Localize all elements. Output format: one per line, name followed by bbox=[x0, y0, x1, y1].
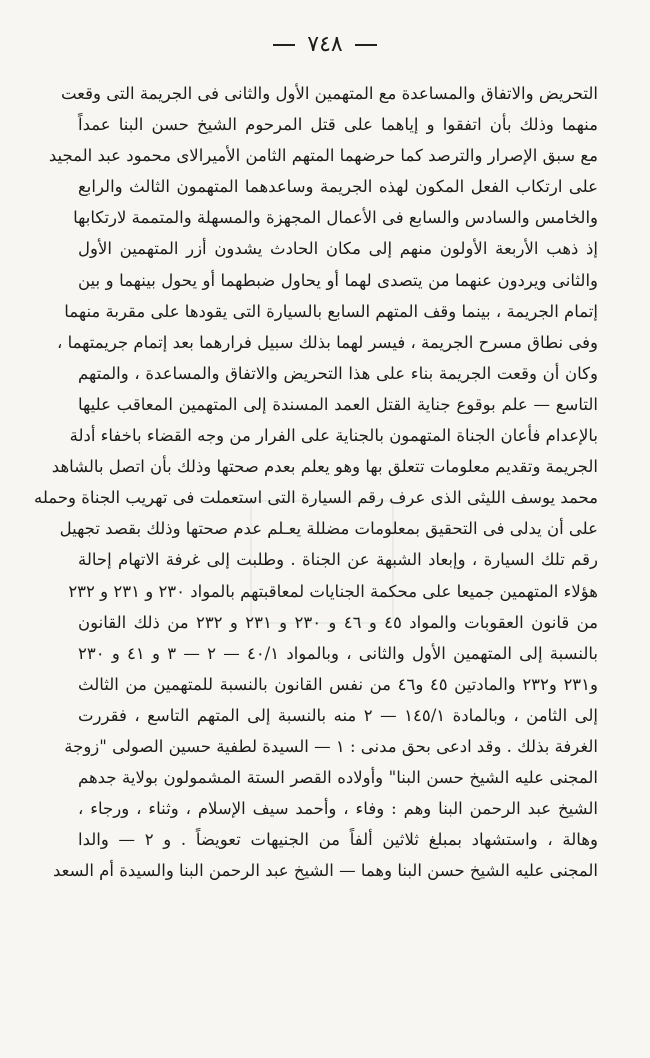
text-line: منهما وذلك بأن اتفقوا و إياهما على قتل المرحوم الشيخ حسن البنا عمداً bbox=[78, 115, 598, 135]
header-dash-left bbox=[273, 44, 295, 46]
text-line: بالنسبة إلى المتهمين الأول والثانى ، وبالمواد ٤٠/١ — ٢ — ٣ و ٤١ و ٢٣٠ bbox=[78, 643, 598, 663]
text-line: و٢٣١ و٢٣٢ والمادتين ٤٥ و٤٦ من نفس القانون بالنسبة للمتهمين من الثالث bbox=[78, 674, 598, 694]
text-line: هؤلاء المتهمين جميعا على محكمة الجنايات لمعاقبتهم بالمواد ٢٣٠ و ٢٣١ و ٢٣٢ bbox=[68, 581, 598, 601]
text-line: المجنى عليه الشيخ حسن البنا وهما — الشيخ عبد الرحمن البنا والسيدة أم السعد bbox=[52, 861, 598, 881]
body-text bbox=[33, 78, 599, 886]
page-header bbox=[0, 32, 650, 57]
text-line: مع سبق الإصرار والترصد كما حرضهما المتهم الثامن الأميرالاى محمود عبد المجيد bbox=[48, 146, 598, 166]
text-line: التاسع — علم بوقوع جناية القتل العمد المسندة إلى المتهمين المعاقب عليها bbox=[78, 394, 598, 414]
text-line: التحريض والاتفاق والمساعدة مع المتهمين الأول والثانى فى الجريمة التى وقعت bbox=[60, 84, 598, 103]
text-line: إذ ذهب الأربعة الأولون منهم إلى مكان الحادث يشدون أزر المتهمين الأول bbox=[78, 239, 598, 259]
text-line: على ارتكاب الفعل المكون لهذه الجريمة وساعدهما المتهمون الثالث والرابع bbox=[78, 177, 598, 197]
text-line: المجنى عليه الشيخ حسن البنا" وأولاده القصر الستة المشمولون بولاية جدهم bbox=[78, 768, 598, 788]
text-line: محمد يوسف الليثى الذى عرف رقم السيارة التى استعملت فى تهريب الجناة وحمله bbox=[33, 488, 598, 508]
text-line: والخامس والسادس والسابع فى الأعمال المجهزة والمسهلة والمتممة لارتكابها bbox=[73, 208, 598, 228]
text-line: والثانى ويردون عنهما من يتصدى لهما أو يحاول ضبطهما أو يحول بينهما و بين bbox=[78, 270, 598, 290]
text-line: على أن يدلى فى التحقيق بمعلومات مضللة يعـلم عدم صحتها وذلك بقصد تجهيل bbox=[59, 519, 598, 539]
text-line: من قانون العقوبات والمواد ٤٥ و ٤٦ و ٢٣٠ و ٢٣١ و ٢٣٢ من ذلك القانون bbox=[78, 612, 598, 632]
header-dash-right bbox=[355, 44, 377, 46]
text-line: الجريمة وتقديم معلومات تتعلق بها وهو يعلم بعدم صحتها وذلك بأن اتصل بالشاهد bbox=[51, 457, 598, 477]
text-line: بالإعدام فأعان الجناة المتهمون بالجناية على الفرار من وجه القضاء باخفاء أدلة bbox=[69, 426, 598, 446]
text-line: وفى نطاق مسرح الجريمة ، فيسر لهما بذلك سبيل فرارهما بعد إتمام جريمتهما ، bbox=[57, 332, 598, 352]
text-line: وكان أن وقعت الجريمة بناء على هذا التحريض والاتفاق والمساعدة ، والمتهم bbox=[78, 363, 598, 383]
text-line: إلى الثامن ، وبالمادة ١٤٥/١ — ٢ منه بالنسبة إلى المتهم التاسع ، فقررت bbox=[78, 705, 599, 725]
text-line: وهالة ، واستشهاد بمبلغ ثلاثين ألفاً من الجنيهات تعويضاً . و ٢ — والدا bbox=[78, 830, 598, 850]
text-line: رقم تلك السيارة ، وإبعاد الشبهة عن الجناة . وطلبت إلى غرفة الاتهام إحالة bbox=[78, 550, 598, 570]
text-line: إتمام الجريمة ، بينما وقف المتهم السابع بالسيارة التى يقودها على مقربة منهما bbox=[64, 301, 598, 321]
text-line: الشيخ عبد الرحمن البنا وهم : وفاء ، وأحمد سيف الإسلام ، وثناء ، ورجاء ، bbox=[78, 799, 598, 819]
text-line: الغرفة بذلك . وقد ادعى بحق مدنى : ١ — السيدة لطفية حسين الصولى "زوجة bbox=[64, 736, 598, 756]
page-number: ٧٤٨ bbox=[307, 32, 343, 57]
